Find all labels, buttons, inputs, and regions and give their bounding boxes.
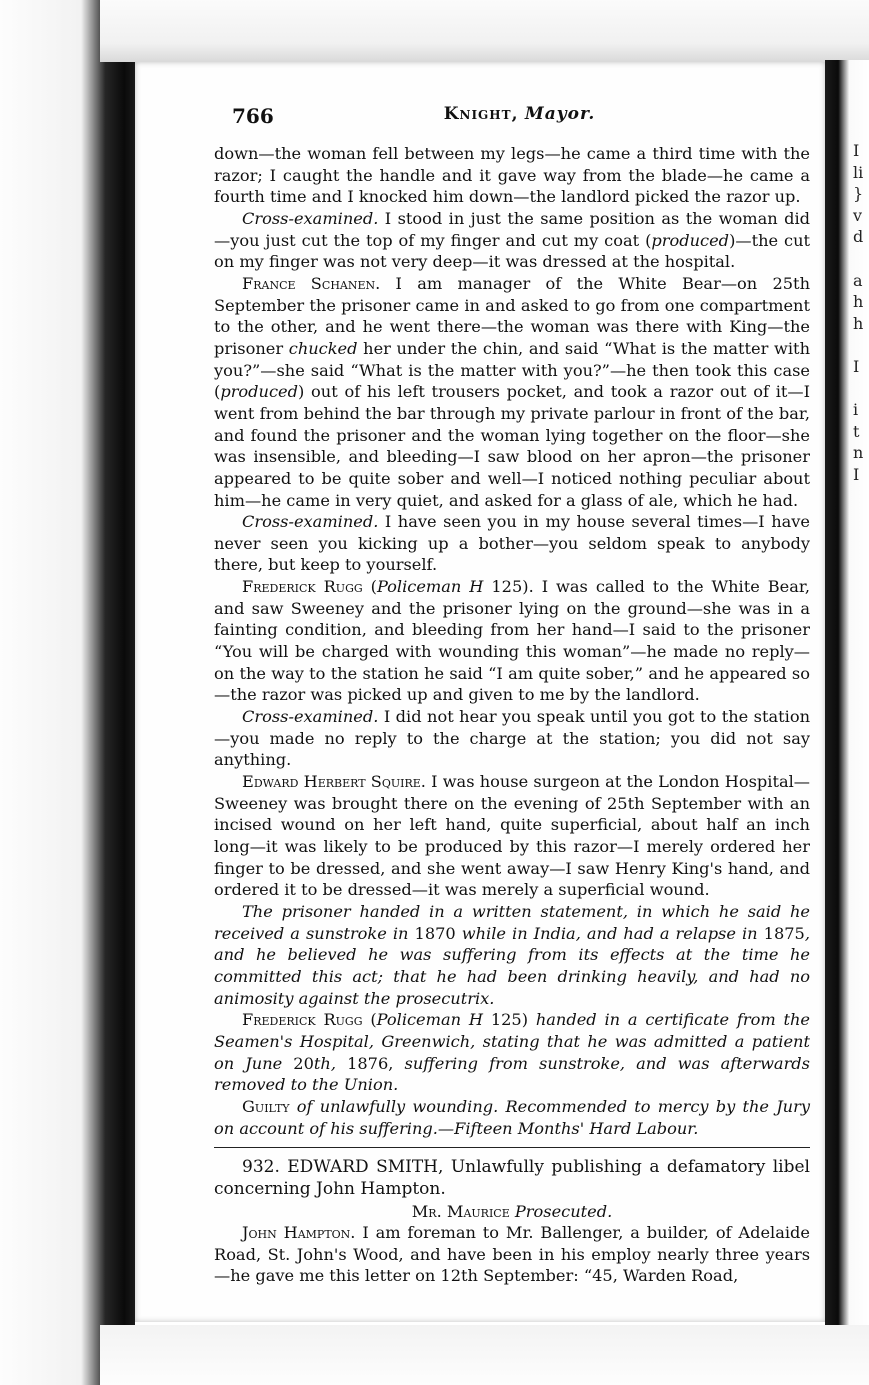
paragraph	[214, 771, 810, 901]
text-italic: th,	[313, 1053, 336, 1073]
text: I have seen you in my house several times—I have never seen you kicking up a bother—you seldom speak to anybody there, but keep to yourself.	[214, 512, 810, 575]
text-italic: handed in a certificate from the Seamen's Hospital, Greenwich, stating that he was admitted a patient on June	[214, 1010, 810, 1073]
text: her under the chin, and said “What is the matter with you?”—she said “What is the matter with you?”—he then took this case (	[214, 338, 810, 402]
running-head-name: Knight,	[443, 104, 519, 124]
witness-name: Edward Herbert Squire.	[242, 772, 426, 792]
witness-role: Policeman H	[376, 577, 484, 597]
case-title	[214, 1157, 810, 1200]
text: 1876,	[335, 1053, 394, 1073]
cross-examined-label: Cross-examined.	[242, 208, 379, 228]
text: I am foreman to Mr. Ballenger, a builder, of Adelaide Road, St. John's Wood, and have been in his employ nearly three years—he gave me this letter on 12th September: “45, Warden Road,	[214, 1223, 810, 1286]
text: 125). I was called to the White Bear, and saw Sweeney and the prisoner lying on the ground—she was in a fainting condition, and bleeding from her hand—I said to the prisoner “You will be charged with wounding this woman”—he made no reply—on the way to the station he said “I am quite sober,” and he appeared so—the razor was picked up and given to me by the landlord.	[214, 577, 810, 705]
page-body	[214, 143, 810, 1287]
facing-page-fragment: I li } v d a h h I i t n I	[853, 141, 864, 484]
witness-name: Frederick Rugg	[242, 1010, 363, 1030]
text-italic: of unlawfully wounding. Recommended to mercy by the Jury on account of his suffering.—Fifteen Months' Hard Labour.	[214, 1096, 810, 1138]
witness-name: Frederick Rugg	[242, 577, 363, 597]
text: I was house surgeon at the London Hospital—Sweeney was brought there on the evening of 25th September with an incised wound on her left hand, quite superficial, about half an inch long—it was likely to be produced by this razor—I merely ordered her finger to be dressed, and she went away—I saw Henry King's hand, and ordered it to be dressed—it was merely a superficial wound.	[214, 772, 810, 900]
running-head-title: Mayor.	[524, 104, 596, 124]
witness-name: John Hampton.	[242, 1223, 356, 1243]
text-italic: while in India, and had a relapse in	[455, 923, 764, 943]
paragraph	[214, 143, 810, 208]
text: I did not hear you speak until you got to the station—you made no reply to the charge at the station; you did not say anything.	[214, 707, 810, 770]
page-header	[232, 104, 807, 130]
text: down—the woman fell between my legs—he came a third time with the razor; I caught the handle and it gave way from the blade—he came a fourth time and I knocked him down—the landlord picked the razor up.	[214, 144, 810, 207]
cross-examined-label: Cross-examined.	[242, 707, 379, 727]
section-divider	[214, 1147, 810, 1148]
witness-role: Policeman H	[376, 1010, 483, 1030]
running-head	[232, 104, 807, 124]
witness-name: France Schanen.	[242, 273, 381, 293]
prosecutor-name: Mr. Maurice	[411, 1201, 510, 1221]
page-number: 766	[232, 104, 274, 128]
text: ) out of his left trousers pocket, and took a razor out of it—I went from behind the bar through my private parlour in front of the bar, and found the prisoner and the woman lying together on the floor—she was insensible, and bleeding—I saw blood on her apron—the prisoner appeared to be quite sober and well—I noticed nothing peculiar about him—he came in very quiet, and asked for a glass of ale, which he had.	[214, 382, 810, 510]
text-italic: produced	[220, 382, 298, 402]
text: 932. EDWARD SMITH, Unlawfully publishing a defamatory libel concerning John Hampton.	[214, 1157, 810, 1199]
cross-examined-label: Cross-examined.	[242, 512, 379, 532]
paragraph	[214, 901, 810, 1009]
text-italic: produced	[651, 230, 730, 250]
prosecutor-line	[214, 1201, 810, 1223]
paragraph	[214, 1222, 810, 1287]
text-italic: Prosecuted.	[509, 1201, 613, 1221]
text: I stood in just the same position as the woman did—you just cut the top of my finger and cut my coat (	[214, 208, 810, 250]
text: 20	[293, 1053, 314, 1073]
text: 125)	[483, 1010, 536, 1030]
paragraph	[214, 511, 810, 576]
text-italic: suffering from sunstroke, and was afterwards removed to the Union.	[214, 1053, 810, 1095]
paragraph	[214, 273, 810, 511]
text: 1875	[763, 923, 805, 943]
paragraph	[214, 208, 810, 273]
verdict: Guilty	[242, 1096, 290, 1116]
paragraph: Frederick Rugg (Policeman H 125) handed in a certificate from the Seamen's Hospital, Greenwich, stating that he was admitted a patient on June 20th, 1876, suffering from sunstroke, and was afterwards removed to the Union.	[214, 1010, 810, 1095]
paragraph: Frederick Rugg (Policeman H 125). I was called to the White Bear, and saw Sweeney and the prisoner lying on the ground—she was in a fainting condition, and bleeding from her hand—I said to the prisoner “You will be charged with wounding this woman”—he made no reply—on the way to the station he said “I am quite sober,” and he appeared so—the razor was picked up and given to me by the landlord.	[214, 577, 810, 705]
text-italic: , and he believed he was suffering from its effects at the time he committed this act; that he had been drinking heavily, and had no animosity against the prosecutrix.	[214, 923, 810, 1008]
text-italic: chucked	[288, 338, 358, 358]
paragraph	[214, 1096, 810, 1139]
text: )—the cut on my finger was not very deep—it was dressed at the hospital.	[214, 230, 811, 272]
text-italic: The prisoner handed in a written statement, in which he said he received a sunstroke in	[214, 901, 810, 943]
text: I am manager of the White Bear—on 25th September the prisoner came in and asked to go from one compartment to the other, and he went there—the woman was there with King—the prisoner	[214, 273, 810, 358]
scan-bottom-margin	[100, 1325, 869, 1385]
scan-left-margin	[0, 0, 135, 1385]
paragraph	[214, 706, 810, 771]
text: 1870	[414, 923, 456, 943]
scan-top-margin	[100, 0, 869, 62]
